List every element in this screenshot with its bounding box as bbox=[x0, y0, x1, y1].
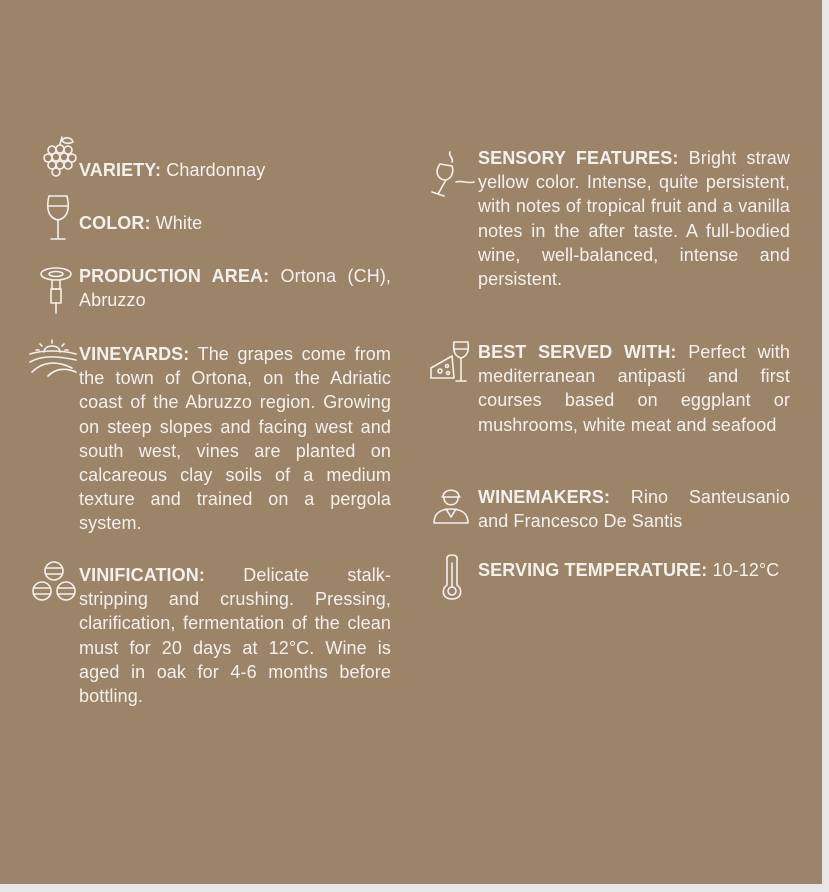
vineyards-text: VINEYARDS: The grapes come from the town of Ortona, on the Adriatic coast of the Abruzzo region. Growing on steep slopes and facing west and south west, vines are planted on calcareous clay soils of a medium texture and trained on a pergola system. bbox=[79, 344, 391, 534]
vinification-text: VINIFICATION: Delicate stalk-stripping and crushing. Pressing, clarification, fermentation of the clean must for 20 days at 12°C. Wine is aged in oak for 4-6 months before bottling. bbox=[79, 565, 391, 707]
grapes-icon bbox=[42, 136, 78, 180]
best-served-with-text: BEST SERVED WITH: Perfect with mediterranean antipasti and first courses based on eggplant or mushrooms, white meat and seafood bbox=[478, 342, 790, 435]
serving-temperature-text: SERVING TEMPERATURE: 10-12°C bbox=[478, 560, 780, 580]
variety-text: VARIETY: Chardonnay bbox=[79, 160, 266, 180]
color-text: COLOR: White bbox=[79, 213, 203, 233]
winemakers-text: WINEMAKERS: Rino Santeusanio and Francesco De Santis bbox=[478, 487, 790, 532]
production-area-text: PRODUCTION AREA: Ortona (CH), Abruzzo bbox=[79, 266, 392, 311]
winemaker-person-icon bbox=[431, 485, 471, 527]
corkscrew-icon bbox=[38, 265, 74, 317]
sensory-features-text: SENSORY FEATURES: Bright straw yellow color. Intense, quite persistent, with notes of tropical fruit and a vanilla notes in the after taste. A full-bodied wine, well-balanced, intense and persistent. bbox=[478, 148, 790, 290]
barrels-icon bbox=[30, 560, 78, 604]
vineyard-hills-icon bbox=[28, 338, 78, 378]
tilted-wine-glass-icon bbox=[428, 150, 476, 198]
cheese-and-glass-icon bbox=[428, 340, 474, 384]
thermometer-icon bbox=[440, 553, 464, 601]
wine-glass-icon bbox=[45, 194, 71, 242]
